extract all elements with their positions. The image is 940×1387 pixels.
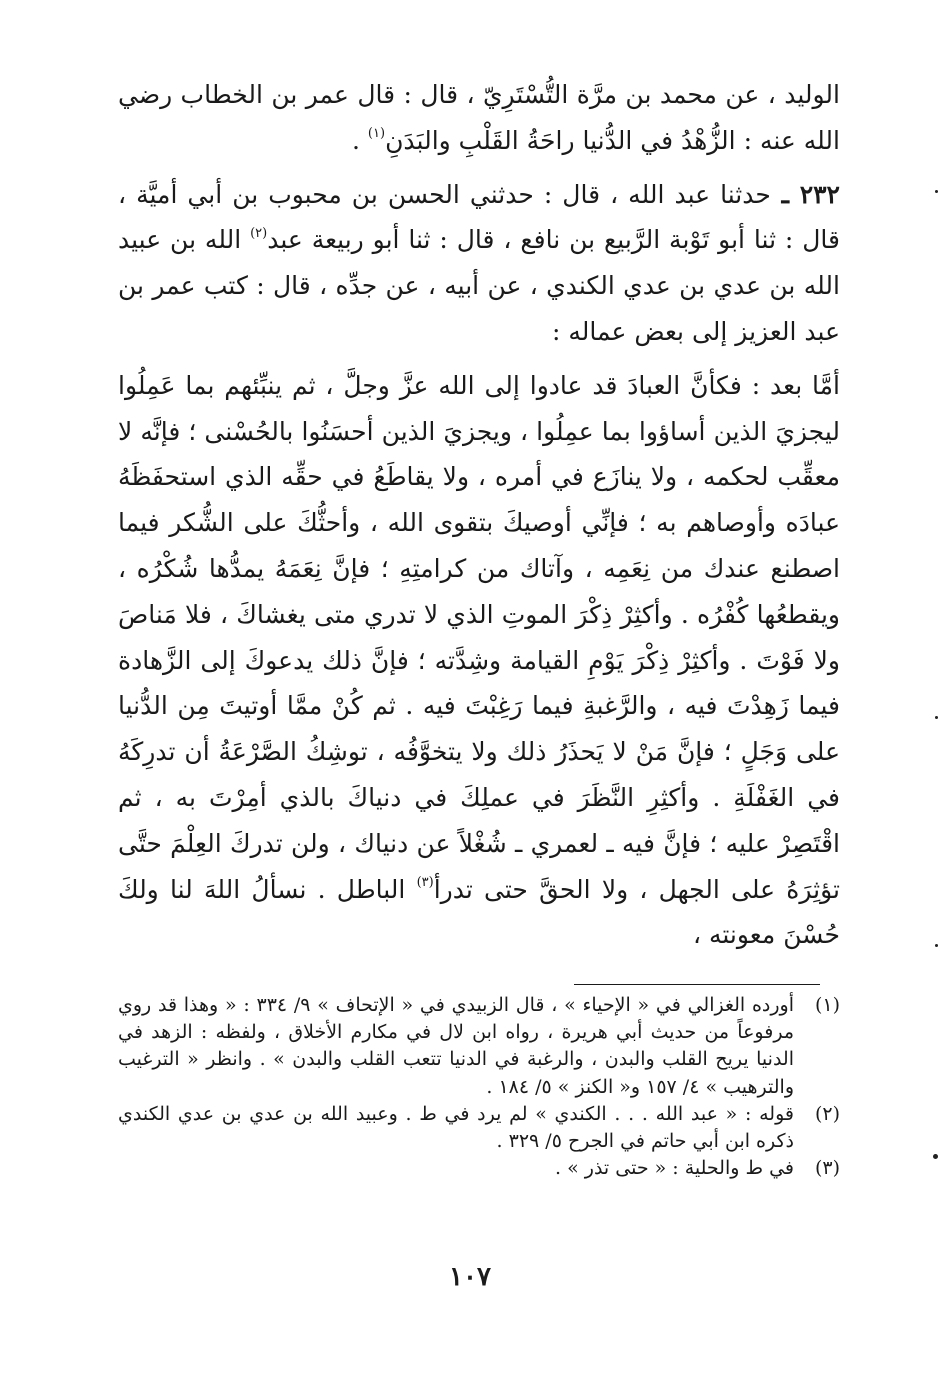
footnote-3-text: في ط والحلية : « حتى تذر » . bbox=[555, 1157, 794, 1180]
footnote-mark-2: (٢) bbox=[250, 226, 268, 242]
margin-mark-top bbox=[935, 190, 938, 193]
page-number: ١٠٧ bbox=[449, 1262, 491, 1292]
paragraph-3-text: أمَّا بعد : فكأنَّ العبادَ قد عادوا إلى الله عزَّ وجلَّ ، ثم ينبِّئهم بما عَمِلُوا ليجزيَ الذين أساؤوا بما عمِلُوا ، ويجزيَ الذين أحسَنُوا بالحُسْنى ؛ فإنَّه لا معقِّب لحكمه ، ولا ينازَع في أمره ، ولا يقاطَعُ في حقِّه الذي استحفَظَهُ عبادَه وأوصاهم به ؛ فإنِّي أوصيكَ بتقوى الله ، وأحثُّكَ على الشُّكر فيما اصطنع عندك من نِعَمِه ، وآتاك من كرامتِهِ ؛ فإنَّ نِعَمَهُ يمدُّها شُكْرُه ، ويقطعُها كُفْرُه . وأكثِرْ ذِكْرَ الموتِ الذي لا تدري متى يغشاكَ ، فلا مَناصَ ولا فَوْتَ . وأكثِرْ ذِكْرَ يَوْمِ القيامة وشِدَّته ؛ فإنَّ ذلك يدعوكَ إلى الزَّهادة فيما زَهِدْتَ فيه ، والرَّغبةِ فيما رَغِبْتَ فيه . ثم كُنْ ممَّا أوتيتَ مِن الدُّنيا على وَجَلٍ ؛ فإنَّ مَنْ لا يَحذَرُ ذلك ولا يتخوَّفُه ، توشِكُ الصَّرْعَةُ أن تدرِكَهُ في الغَفْلَةِ . وأكثِرِ النَّظَرَ في عملِكَ في دنياكَ بالذي أمِرْتَ به ، ثم اقْتَصِرْ عليه ؛ فإنَّ فيه ـ لعمري ـ شُغْلاً عن دنياك ، ولن تدركَ العِلْمَ حتَّى تؤثِرَهُ على الجهل ، ولا الحقَّ حتى تدرأ bbox=[118, 370, 840, 904]
paragraph-2 bbox=[118, 172, 840, 355]
footnote-mark-3: (٣) bbox=[416, 875, 434, 891]
footnote-separator bbox=[574, 984, 820, 985]
hadith-dash: ـ bbox=[770, 179, 800, 209]
paragraph-2-continuation: الله بن عبيد الله بن عدي بن عدي الكندي ، عن أبيه ، عن جدِّه ، قال : كتب عمر بن عبد العزيز إلى بعض عماله : bbox=[118, 225, 840, 346]
paragraph-2-text: حدثنا عبد الله ، قال : حدثني الحسن بن محبوب بن أبي أميَّة ، قال : ثنا أبو تَوْبة الرَّبيع بن نافع ، قال : ثنا أبو ربيعة عبد bbox=[118, 179, 840, 255]
footnote-3-number: (٣) bbox=[814, 1157, 840, 1180]
main-text bbox=[118, 72, 840, 958]
paragraph-3-end: الباطل . نسألُ اللهَ لنا ولكَ حُسْنَ معونته ، bbox=[118, 874, 840, 950]
hadith-number: ٢٣٢ bbox=[799, 179, 840, 209]
margin-mark-lower bbox=[935, 944, 938, 947]
footnote-2 bbox=[118, 1101, 840, 1155]
paragraph-3 bbox=[118, 363, 840, 958]
paragraph-1 bbox=[118, 72, 840, 164]
paragraph-1-end: . bbox=[352, 125, 368, 155]
footnote-1-text: أورده الغزالي في « الإحياء » ، قال الزبيدي في « الإتحاف » ٩/ ٣٣٤ : « وهذا قد روي مرفوعاً من حديث أبي هريرة ، رواه ابن لال في مكارم الأخلاق ، ولفظه : الزهد في الدنيا يريح القلب والبدن ، والرغبة في الدنيا تتعب القلب والبدن » . وانظر « الترغيب والترهيب » ٤/ ١٥٧ و« الكنز » ٥/ ١٨٤ . bbox=[118, 994, 794, 1098]
paragraph-1-text: الوليد ، عن محمد بن مرَّة التُّسْتَرِيّ ، قال : قال عمر بن الخطاب رضي الله عنه : الزُّهْدُ في الدُّنيا راحَةُ القَلْبِ والبَدَنِ bbox=[118, 80, 840, 155]
footnote-2-text: قوله : « عبد الله . . . الكندي » لم يرد في ط . وعبيد الله بن عدي بن عدي الكندي ذكره ابن أبي حاتم في الجرح ٥/ ٣٢٩ . bbox=[118, 1102, 794, 1153]
footnote-3 bbox=[118, 1155, 840, 1182]
footnote-1-number: (١) bbox=[814, 994, 840, 1016]
margin-mark-bottom bbox=[933, 1154, 938, 1159]
margin-mark-middle bbox=[935, 716, 938, 719]
footnote-mark-1: (١) bbox=[367, 126, 386, 142]
footnotes bbox=[118, 992, 840, 1182]
footnote-2-number: (٢) bbox=[814, 1102, 840, 1125]
footnote-1 bbox=[118, 992, 840, 1101]
